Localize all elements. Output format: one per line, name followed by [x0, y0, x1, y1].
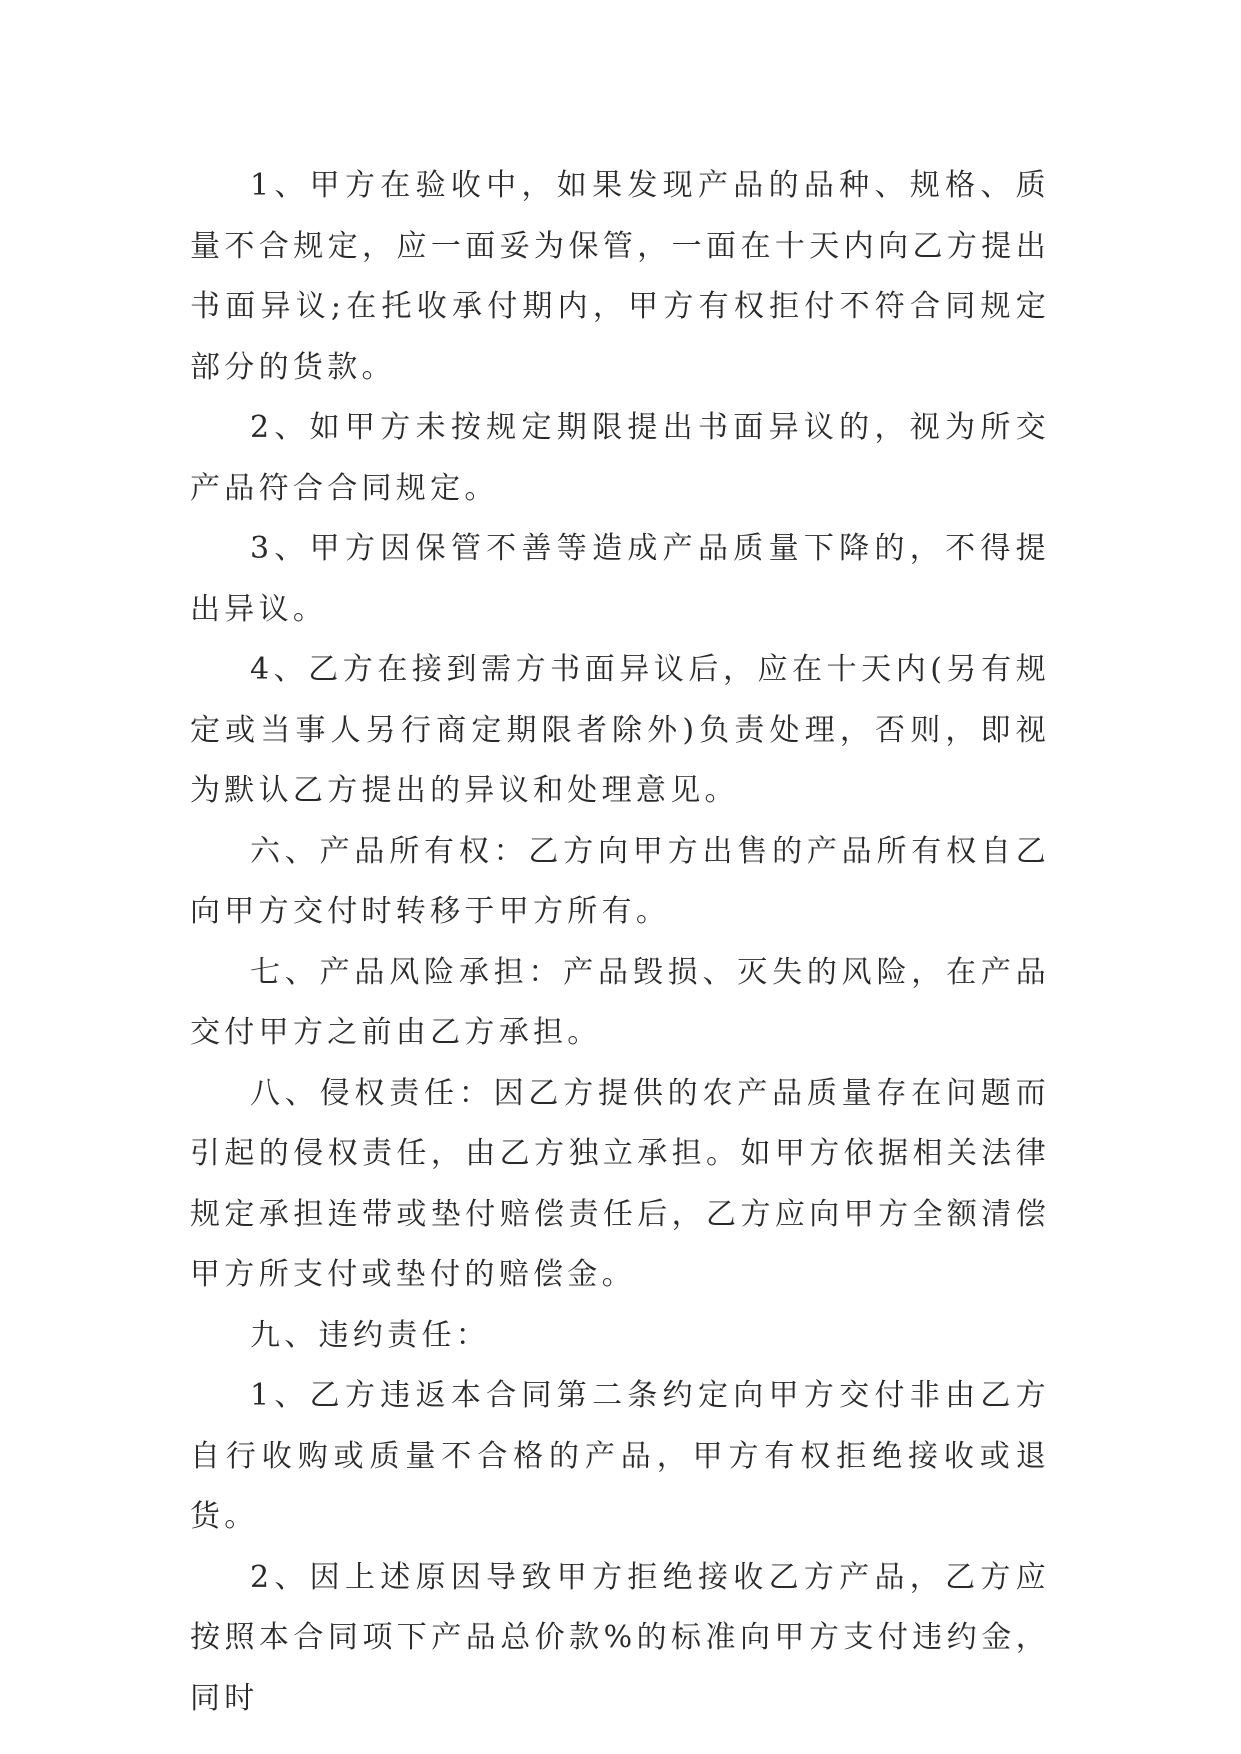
document-body — [190, 156, 1050, 1729]
section-heading-breach-liability: 九、违约责任： — [250, 1317, 491, 1353]
paragraph-risk-bearing: 七、产品风险承担：产品毁损、灭失的风险，在产品交付甲方之前由乙方承担。 — [190, 954, 1050, 1050]
paragraph-improper-storage: 3、甲方因保管不善等造成产品质量下降的，不得提出异议。 — [190, 531, 1050, 627]
paragraph-breach-item-1: 1、乙方违返本合同第二条约定向甲方交付非由乙方自行收购或质量不合格的产品，甲方有权拒绝接收或退货。 — [190, 1378, 1050, 1534]
paragraph-inspection-objection: 1、甲方在验收中，如果发现产品的品种、规格、质量不合规定，应一面妥为保管，一面在十天内向乙方提出书面异议;在托收承付期内，甲方有权拒付不符合同规定部分的货款。 — [190, 168, 1050, 385]
paragraph-ownership: 六、产品所有权：乙方向甲方出售的产品所有权自乙向甲方交付时转移于甲方所有。 — [190, 833, 1050, 929]
paragraph-objection-handling: 4、乙方在接到需方书面异议后，应在十天内(另有规定或当事人另行商定期限者除外)负责处理，否则，即视为默认乙方提出的异议和处理意见。 — [190, 652, 1050, 808]
paragraph-breach-item-2: 2、因上述原因导致甲方拒绝接收乙方产品，乙方应按照本合同项下产品总价款%的标准向甲方支付违约金，同时 — [190, 1559, 1050, 1716]
paragraph-objection-deadline: 2、如甲方未按规定期限提出书面异议的，视为所交产品符合合同规定。 — [190, 410, 1050, 506]
paragraph-tort-liability: 八、侵权责任：因乙方提供的农产品质量存在问题而引起的侵权责任，由乙方独立承担。如甲方依据相关法律规定承担连带或垫付赔偿责任后，乙方应向甲方全额清偿甲方所支付或垫付的赔偿金。 — [190, 1075, 1050, 1292]
